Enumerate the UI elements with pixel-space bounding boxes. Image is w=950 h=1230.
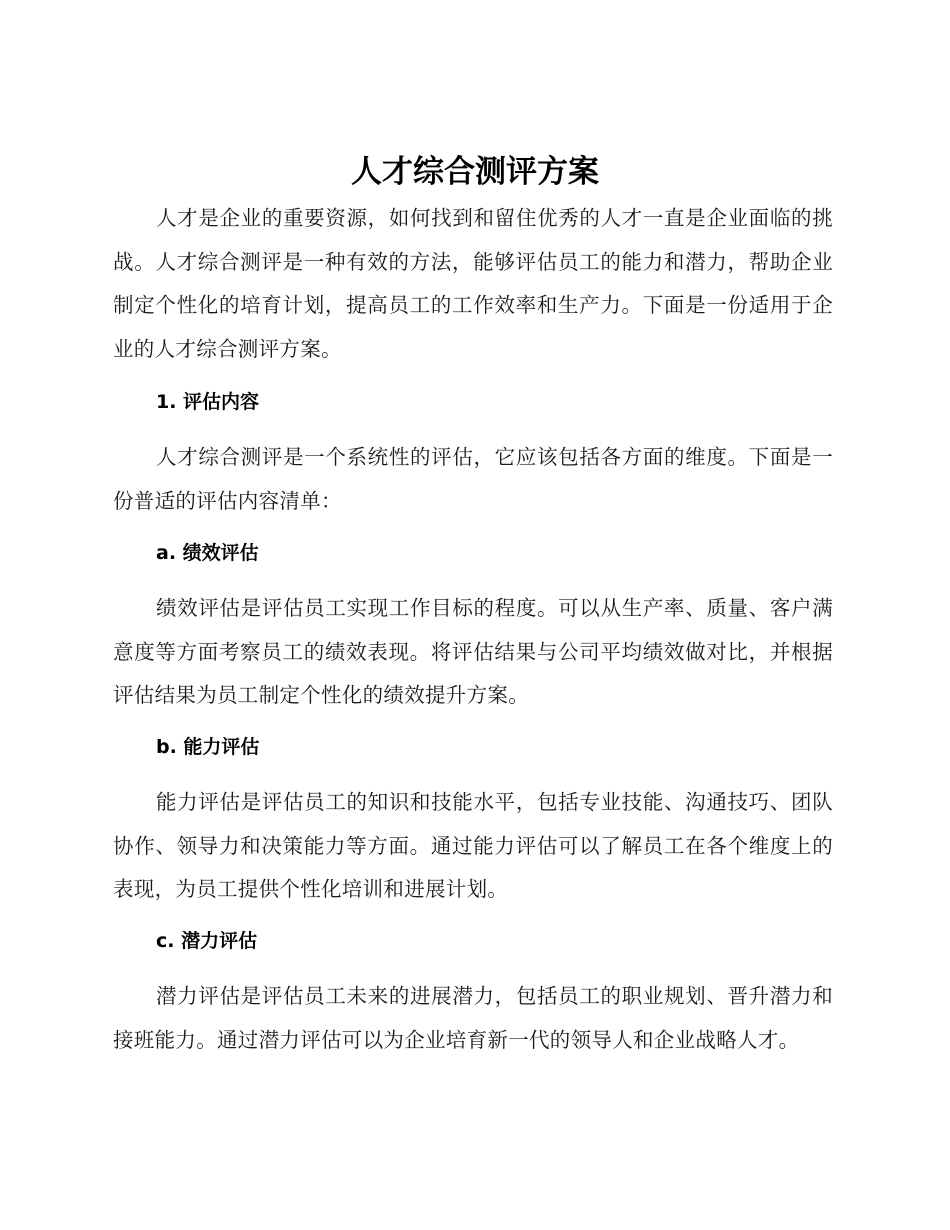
section-heading-potential: c. 潜力评估: [156, 930, 258, 952]
section-heading-evaluation-content: 1. 评估内容: [156, 391, 260, 413]
section-body-potential: 潜力评估是评估员工未来的进展潜力，包括员工的职业规划、晋升潜力和接班能力。通过潜力评估可以为企业培育新一代的领导人和企业战略人才。: [113, 984, 833, 1052]
section-body-ability: 能力评估是评估员工的知识和技能水平，包括专业技能、沟通技巧、团队协作、领导力和决策能力等方面。通过能力评估可以了解员工在各个维度上的表现，为员工提供个性化培训和进展计划。: [113, 790, 833, 901]
section-heading-performance: a. 绩效评估: [156, 542, 259, 564]
intro-paragraph: 人才是企业的重要资源，如何找到和留住优秀的人才一直是企业面临的挑战。人才综合测评是一种有效的方法，能够评估员工的能力和潜力，帮助企业制定个性化的培育计划，提高员工的工作效率和生产力。下面是一份适用于企业的人才综合测评方案。: [113, 206, 833, 361]
section-heading-ability: b. 能力评估: [156, 736, 260, 758]
document-title: 人才综合测评方案: [351, 154, 599, 190]
section-body-performance: 绩效评估是评估员工实现工作目标的程度。可以从生产率、质量、客户满意度等方面考察员工的绩效表现。将评估结果与公司平均绩效做对比，并根据评估结果为员工制定个性化的绩效提升方案。: [113, 596, 833, 707]
section-body-evaluation-content: 人才综合测评是一个系统性的评估，它应该包括各方面的维度。下面是一份普适的评估内容清单：: [113, 445, 833, 513]
